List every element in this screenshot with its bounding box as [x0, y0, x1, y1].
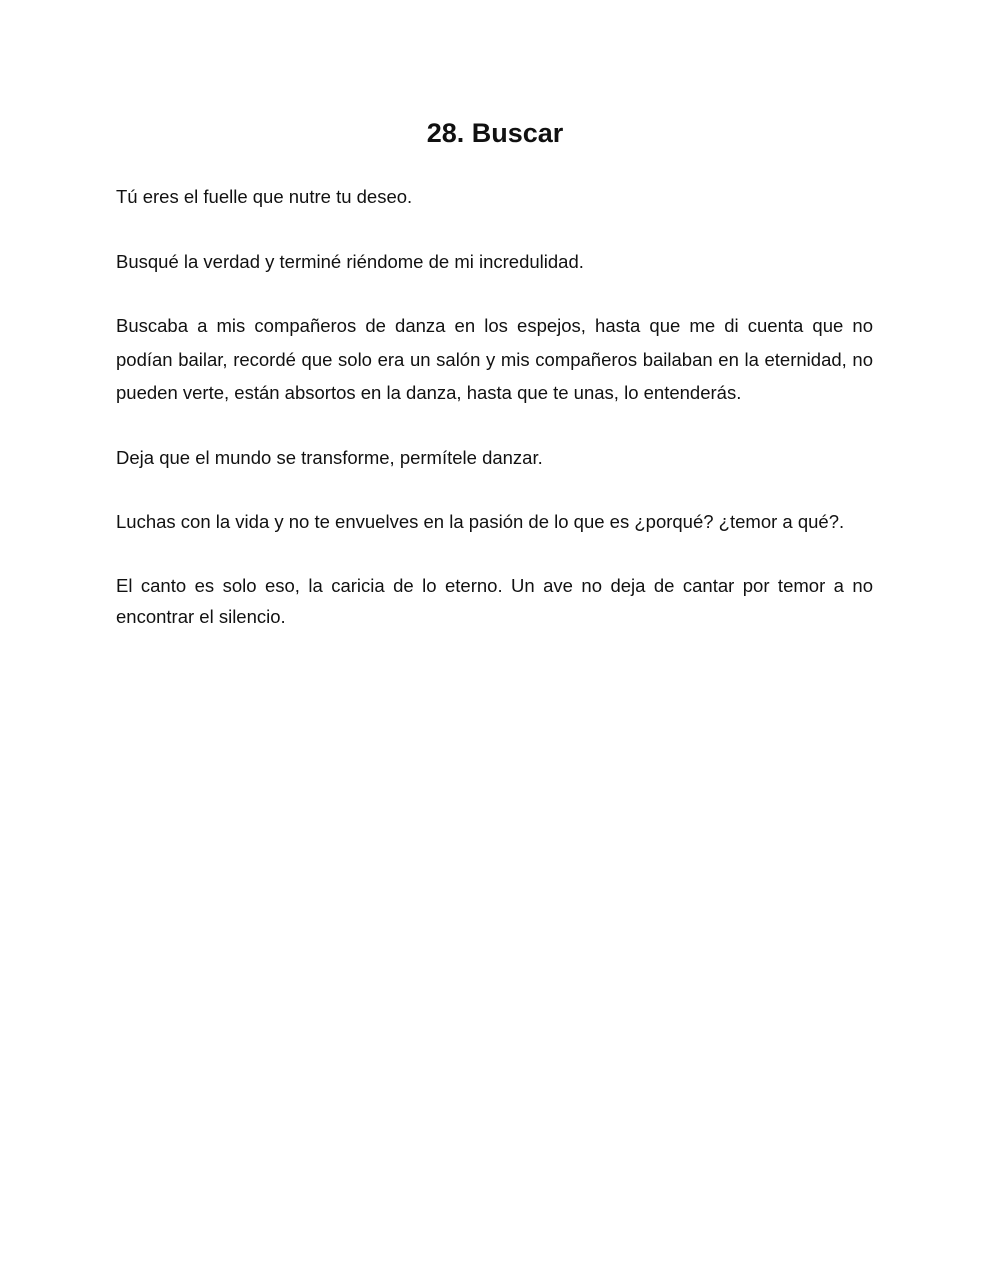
- paragraph: Deja que el mundo se transforme, permítele danzar.: [116, 446, 543, 468]
- paragraph: Tú eres el fuelle que nutre tu deseo.: [116, 186, 413, 207]
- document-body: [116, 180, 873, 663]
- paragraph: Busqué la verdad y terminé riéndome de mi incredulidad.: [116, 250, 584, 272]
- page-title: 28. Buscar: [426, 118, 564, 148]
- paragraph: El canto es solo eso, la caricia de lo eterno. Un ave no deja de cantar por temor a no encontrar el silencio.: [116, 574, 873, 627]
- paragraph: Luchas con la vida y no te envuelves en la pasión de lo que es ¿porqué? ¿temor a qué?.: [116, 511, 845, 532]
- paragraph: Buscaba a mis compañeros de danza en los espejos, hasta que me di cuenta que no podían bailar, recordé que solo era un salón y mis compañeros bailaban en la eternidad, no pueden verte, están absortos en la danza, hasta que te unas, lo entenderás.: [116, 315, 873, 403]
